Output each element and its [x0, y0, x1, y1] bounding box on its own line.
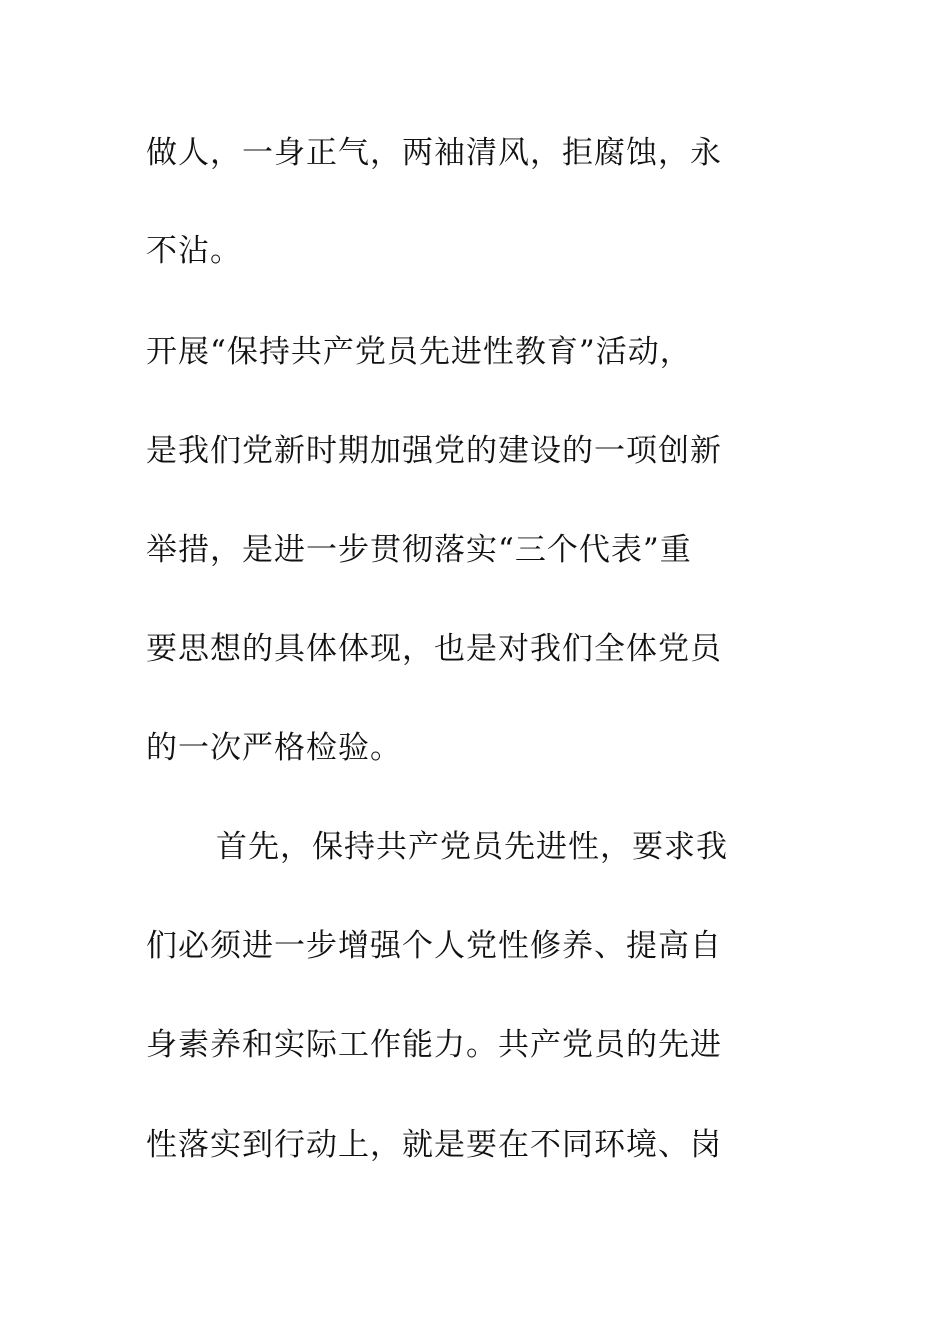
- text-line: 们必须进一步增强个人党性修养、提高自: [146, 928, 722, 964]
- text-line: 做人，一身正气，两袖清风，拒腐蚀，永: [146, 135, 722, 171]
- text-line: 不沾。: [146, 233, 242, 269]
- text-line: 性落实到行动上，就是要在不同环境、岗: [146, 1127, 722, 1163]
- paragraph-first-line: 首先，保持共产党员先进性，要求我: [216, 829, 728, 865]
- text-line: 开展“保持共产党员先进性教育”活动，: [146, 334, 692, 370]
- text-line: 的一次严格检验。: [146, 730, 402, 766]
- text-line: 是我们党新时期加强党的建设的一项创新: [146, 433, 722, 469]
- text-line: 举措，是进一步贯彻落实“三个代表”重: [146, 532, 692, 568]
- text-line: 身素养和实际工作能力。共产党员的先进: [146, 1027, 722, 1063]
- text-line: 要思想的具体体现，也是对我们全体党员: [146, 631, 722, 667]
